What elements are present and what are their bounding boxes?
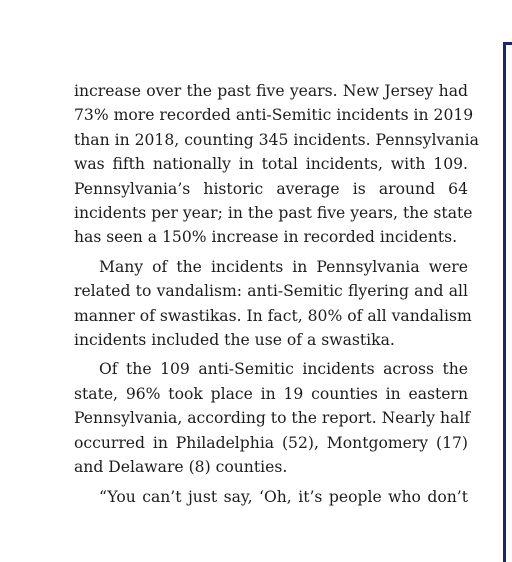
text-line: state, 96% took place in 19 counties in eastern xyxy=(74,384,468,403)
text-line: Of the 109 anti-Semitic incidents across the xyxy=(99,360,468,379)
paragraph-3 xyxy=(74,357,471,479)
text-line: Pennsylvania, according to the report. Nearly half xyxy=(74,409,471,428)
text-line: increase over the past five years. New Jersey had xyxy=(74,82,468,100)
paragraph-1 xyxy=(74,79,479,250)
text-line: manner of swastikas. In fact, 80% of all vandalism xyxy=(74,306,472,325)
text-line: “You can’t just say, ‘Oh, it’s people who don’t xyxy=(99,487,468,506)
text-line: Many of the incidents in Pennsylvania were xyxy=(99,257,468,276)
text-line: incidents per year; in the past five years, the state xyxy=(74,204,473,223)
article-body xyxy=(74,79,479,514)
text-line: incidents included the use of a swastika. xyxy=(74,331,395,350)
paragraph-2 xyxy=(74,255,472,353)
text-line: occurred in Philadelphia (52), Montgomery (17) xyxy=(74,433,468,452)
text-line: and Delaware (8) counties. xyxy=(74,458,288,477)
paragraph-4 xyxy=(74,485,468,509)
text-line: Pennsylvania’s historic average is around 64 xyxy=(74,179,468,198)
text-line: was fifth nationally in total incidents, with 109. xyxy=(74,155,468,174)
text-line: related to vandalism: anti-Semitic flyering and all xyxy=(74,282,468,301)
text-line: than in 2018, counting 345 incidents. Pennsylvania xyxy=(74,130,479,149)
text-line: 73% more recorded anti-Semitic incidents in 2019 xyxy=(74,106,474,125)
sidebar-box-border xyxy=(503,42,512,562)
text-line: has seen a 150% increase in recorded incidents. xyxy=(74,228,458,247)
